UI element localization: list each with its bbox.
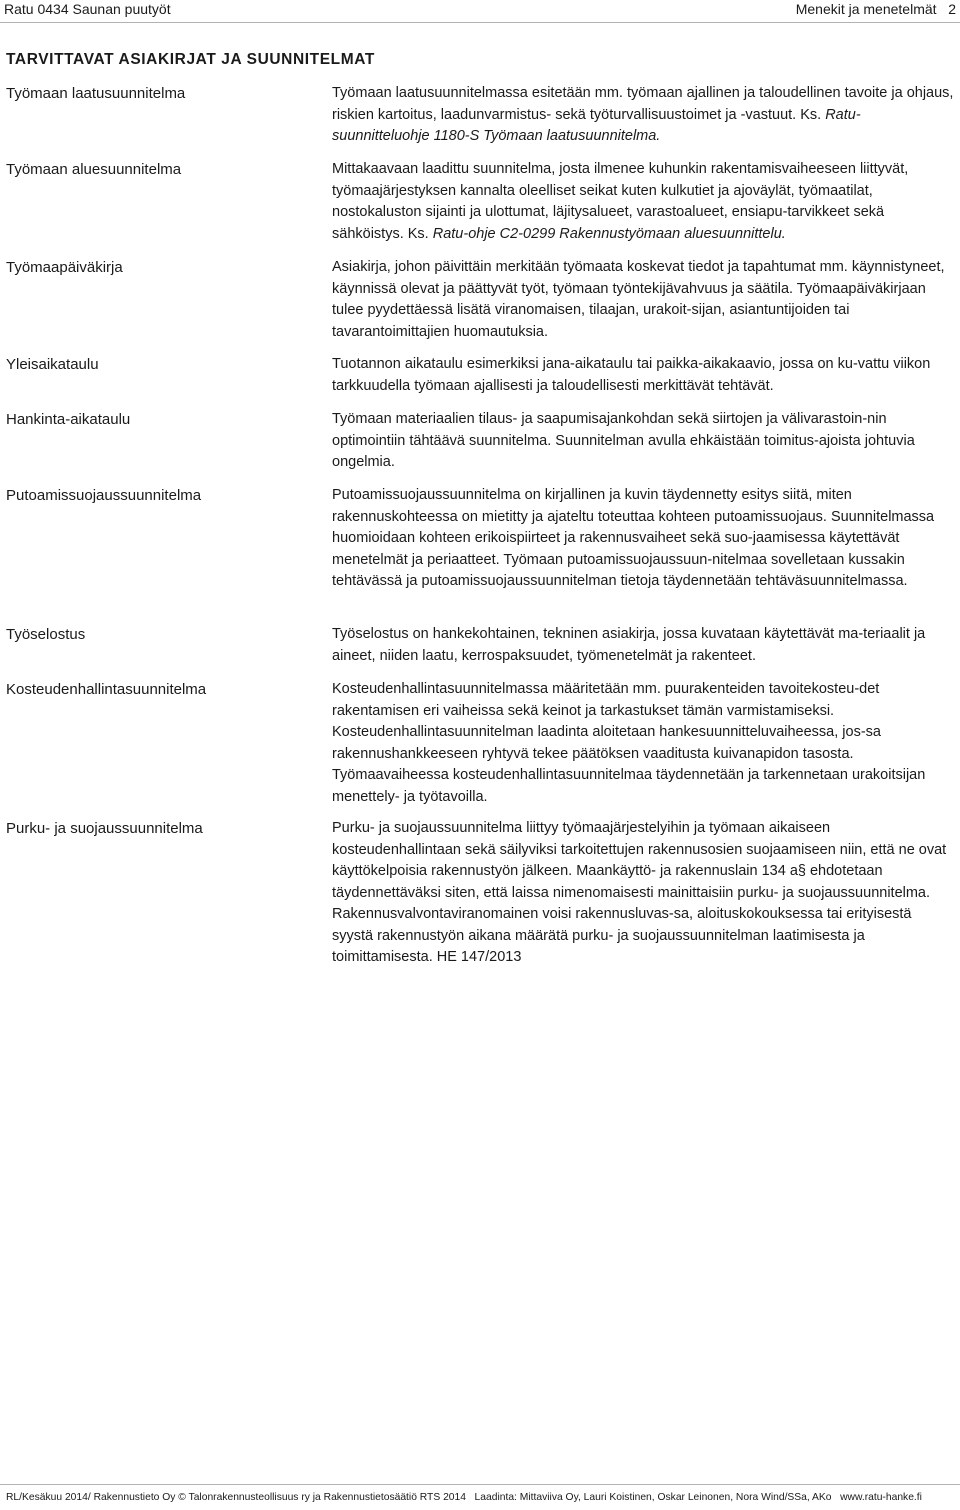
term-label: Työselostus — [6, 626, 86, 643]
term-label: Kosteudenhallintasuunnitelma — [6, 681, 207, 698]
term-description: Työselostus on hankekohtainen, tekninen asiakirja, jossa kuvataan käytettävät ma-teriaalit ja aineet, niiden laatu, kerrospaksuudet, työmenetelmät ja rakenteet. — [332, 626, 926, 664]
reference-link-text: Ratu-ohje C2-0299 Rakennustyömaan aluesuunnittelu. — [432, 225, 786, 242]
term-label: Purku- ja suojaussuunnitelma — [6, 820, 203, 837]
document-title: Ratu 0434 Saunan puutyöt — [4, 1, 171, 17]
reference-link-text: Ratu-suunnitteluohje 1180-S Työmaan laatusuunnitelma. — [332, 106, 861, 144]
term-label: Työmaapäiväkirja — [6, 259, 123, 276]
term-description: Kosteudenhallintasuunnitelmassa määritetään mm. puurakenteiden tavoitekosteu-det rakentamisen eri vaiheissa sekä keinot ja tarkastukset tämän varmistamiseksi. Kosteudenhallintasuunnitelman laadinta aloitetaan hankesuunnitteluvaiheessa, jos-sa rakennushankkeeseen ryhtyvä tekee päätöksen vaaditusta kuivanapidon tasosta. Työmaavaiheessa kosteudenhallintasuunnitelmaa täydennetään ja tarkennetaan urakoitsijan menettely- ja työtavoilla. — [332, 681, 926, 805]
term-label: Putoamissuojaussuunnitelma — [6, 487, 202, 504]
term-description: Mittakaavaan laadittu suunnitelma, josta ilmenee kuhunkin rakentamisvaiheeseen liittyvät, työmaajärjestyksen kannalta oleelliset seikat kuten kulkutiet ja ajoväylät, työmaatilat, nostokaluston sijainti ja ulottumat, läjitysalueet, varastoalueet, ensiapu-tarvikkeet sekä sähköistys. Ks. Ratu-ohje C2-0299 Rakennustyömaan aluesuunnittelu. — [332, 161, 909, 242]
term-label: Hankinta-aikataulu — [6, 411, 131, 428]
term-label: Yleisaikataulu — [6, 356, 99, 373]
term-description: Purku- ja suojaussuunnitelma liittyy työmaajärjestelyihin ja työmaan aikaiseen kosteudenhallintaan sekä säilyviksi tarkoitettujen rakennusosien suojaamiseen niin, että ne ovat käyttökelpoisia rakennustyön jälkeen. Maankäyttö- ja rakennuslain 134 a§ ehdotetaan täydennettäväksi siten, että laissa nimenomaisesti mainittaisiin purku- ja suojaussuunnitelma. Rakennusvalvontaviranomainen voisi rakennusluvas-sa, aloituskokouksessa tai erityisestä syystä rakennustyön aikana määrätä purku- ja suojaussuunnitelman laatimisesta ja toimittamisesta. HE 147/2013 — [332, 820, 947, 965]
chapter-and-page-number: Menekit ja menetelmät 2 — [795, 1, 956, 17]
term-description: Putoamissuojaussuunnitelma on kirjallinen ja kuvin täydennetty esitys siitä, miten rakennuskohteessa on mietitty ja ajateltu toteuttaa kohteen putoamissuojaus. Suunnitelmassa huomioidaan kohteen erikoispiirteet ja rakennusvaiheet sekä suo-jaamisessa käytettävät menetelmät ja periaatteet. Työmaan putoamissuojaussuun-nitelmaa sovelletaan kussakin tehtävässä ja putoamissuojaussuunnitelman tietoja täydennetään tehtäväsuunnitelmassa. — [332, 487, 935, 589]
section-title: TARVITTAVAT ASIAKIRJAT JA SUUNNITELMAT — [6, 51, 375, 68]
header-divider — [0, 22, 960, 23]
page-header — [0, 0, 960, 22]
term-description: Työmaan materiaalien tilaus- ja saapumisajankohdan sekä siirtojen ja välivarastoin-nin optimointiin tähtäävä suunnitelma. Suunnitelman avulla ehkäistään toimitus-ajoista johtuvia ongelmia. — [332, 411, 915, 470]
term-description: Työmaan laatusuunnitelmassa esitetään mm. työmaan ajallinen ja taloudellinen tavoite ja ohjaus, riskien kartoitus, laadunvarmistus- sekä työturvallisuustoimet ja -vastuut. Ks. Ratu-suunnitteluohje 1180-S Työmaan laatusuunnitelma. — [332, 85, 954, 144]
term-label: Työmaan laatusuunnitelma — [6, 85, 186, 102]
term-description: Tuotannon aikataulu esimerkiksi jana-aikataulu tai paikka-aikakaavio, jossa on ku-vattu viikon tarkkuudella työmaan ajallisesti ja taloudellisesti merkittävät tehtävät. — [332, 356, 931, 394]
footer-divider — [0, 1484, 960, 1485]
page-footer: RL/Kesäkuu 2014/ Rakennustieto Oy © Talonrakennusteollisuus ry ja Rakennustietosäätiö RTS 2014 Laadinta: Mittaviiva Oy, Lauri Koistinen, Oskar Leinonen, Nora Wind/SSa, AKo www.ratu-hanke.fi — [6, 1492, 922, 1503]
term-description: Asiakirja, johon päivittäin merkitään työmaata koskevat tiedot ja tapahtumat mm. käynnistyneet, käynnissä olevat ja päättyvät työt, työmaan työntekijävahvuus ja säätila. Työmaapäiväkirjaan tulee pyydettäessä lisätä viranomaisen, tilaajan, urakoit-sijan, asiantuntijoiden tai tavarantoimittajien huomautuksia. — [332, 259, 945, 340]
term-label: Työmaan aluesuunnitelma — [6, 161, 182, 178]
